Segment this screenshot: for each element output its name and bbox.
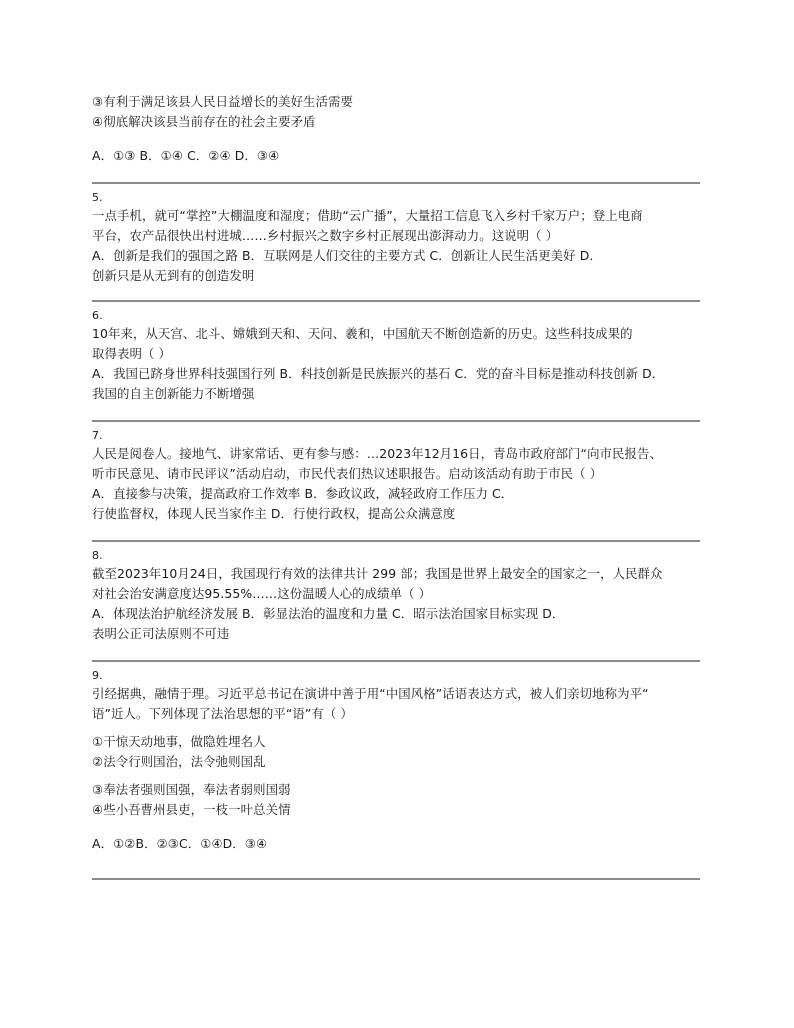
option-2: ②法令行则国治，法令弛则国乱 bbox=[92, 754, 266, 769]
option-1: ①干惊天动地事，做隐姓埋名人 bbox=[92, 734, 266, 749]
question-6 bbox=[92, 308, 702, 404]
question-line: 一点手机，就可“掌控”大棚温度和湿度；借助“云广播”，大量招工信息飞入乡村千家万户；登上电商 bbox=[92, 208, 643, 223]
question-5 bbox=[92, 190, 702, 286]
question-line: 创新只是从无到有的创造发明 bbox=[92, 268, 255, 283]
option-4: ④些小吾曹州县吏，一枝一叶总关情 bbox=[92, 802, 291, 817]
exam-page bbox=[92, 92, 702, 880]
question-line: 引经据典，融情于理。习近平总书记在演讲中善于用“中国风格”话语表达方式，被人们亲切地称为平“ bbox=[92, 686, 649, 701]
option-4: ④彻底解决该县当前存在的社会主要矛盾 bbox=[92, 114, 316, 129]
question-line: A．直接参与决策，提高政府工作效率 B．参政议政，减轻政府工作压力 C． bbox=[92, 486, 514, 501]
question-line: 平台，农产品很快出村进城……乡村振兴之数字乡村正展现出澎湃动力。这说明（ ） bbox=[92, 228, 559, 243]
question-line: 语”近人。下列体现了法治思想的平“语”有（ ） bbox=[92, 706, 353, 721]
question-9 bbox=[92, 668, 702, 854]
question-number: 8. bbox=[92, 549, 103, 562]
question-7 bbox=[92, 428, 702, 524]
divider bbox=[92, 660, 700, 662]
divider bbox=[92, 300, 700, 302]
question-number: 6. bbox=[92, 309, 103, 322]
question-4-tail bbox=[92, 92, 702, 166]
question-line: 截至2023年10月24日，我国现行有效的法律共计 299 部；我国是世界上最安全的国家之一，人民群众 bbox=[92, 566, 663, 581]
question-line: 人民是阅卷人。接地气、讲家常话、更有参与感：…2023年12月16日，青岛市政府部门“向市民报告、 bbox=[92, 446, 663, 461]
divider bbox=[92, 420, 700, 422]
question-line: 对社会治安满意度达95.55%……这份温暖人心的成绩单（ ） bbox=[92, 586, 432, 601]
divider bbox=[92, 540, 700, 542]
question-line: 听市民意见、请市民评议”活动启动，市民代表们热议述职报告。启动该活动有助于市民（ ） bbox=[92, 466, 603, 481]
option-3: ③有利于满足该县人民日益增长的美好生活需要 bbox=[92, 94, 354, 109]
question-line: 行使监督权，体现人民当家作主 D．行使行政权，提高公众满意度 bbox=[92, 506, 456, 521]
question-line: 表明公正司法原则不可违 bbox=[92, 626, 230, 641]
question-line: A．我国已跻身世界科技强国行列 B．科技创新是民族振兴的基石 C．党的奋斗目标是推动科技创新 D． bbox=[92, 366, 665, 381]
question-line: 10年来，从天宫、北斗、嫦娥到天和、天问、羲和，中国航天不断创造新的历史。这些科技成果的 bbox=[92, 326, 633, 341]
divider bbox=[92, 878, 700, 880]
option-3: ③奉法者强则国强，奉法者弱则国弱 bbox=[92, 782, 291, 797]
question-line: A．体现法治护航经济发展 B．彰显法治的温度和力量 C．昭示法治国家目标实现 D． bbox=[92, 606, 565, 621]
divider bbox=[92, 182, 700, 184]
question-number: 7. bbox=[92, 429, 103, 442]
question-number: 9. bbox=[92, 669, 103, 682]
question-8 bbox=[92, 548, 702, 644]
question-line: A．创新是我们的强国之路 B．互联网是人们交往的主要方式 C．创新让人民生活更美好 D． bbox=[92, 248, 602, 263]
question-number: 5. bbox=[92, 191, 103, 204]
question-line: 我国的自主创新能力不断增强 bbox=[92, 386, 255, 401]
answer-choices: A．①②B．②③C．①④D．③④ bbox=[92, 836, 268, 851]
answer-choices: A．①③ B．①④ C．②④ D．③④ bbox=[92, 148, 280, 163]
question-line: 取得表明（ ） bbox=[92, 346, 171, 361]
